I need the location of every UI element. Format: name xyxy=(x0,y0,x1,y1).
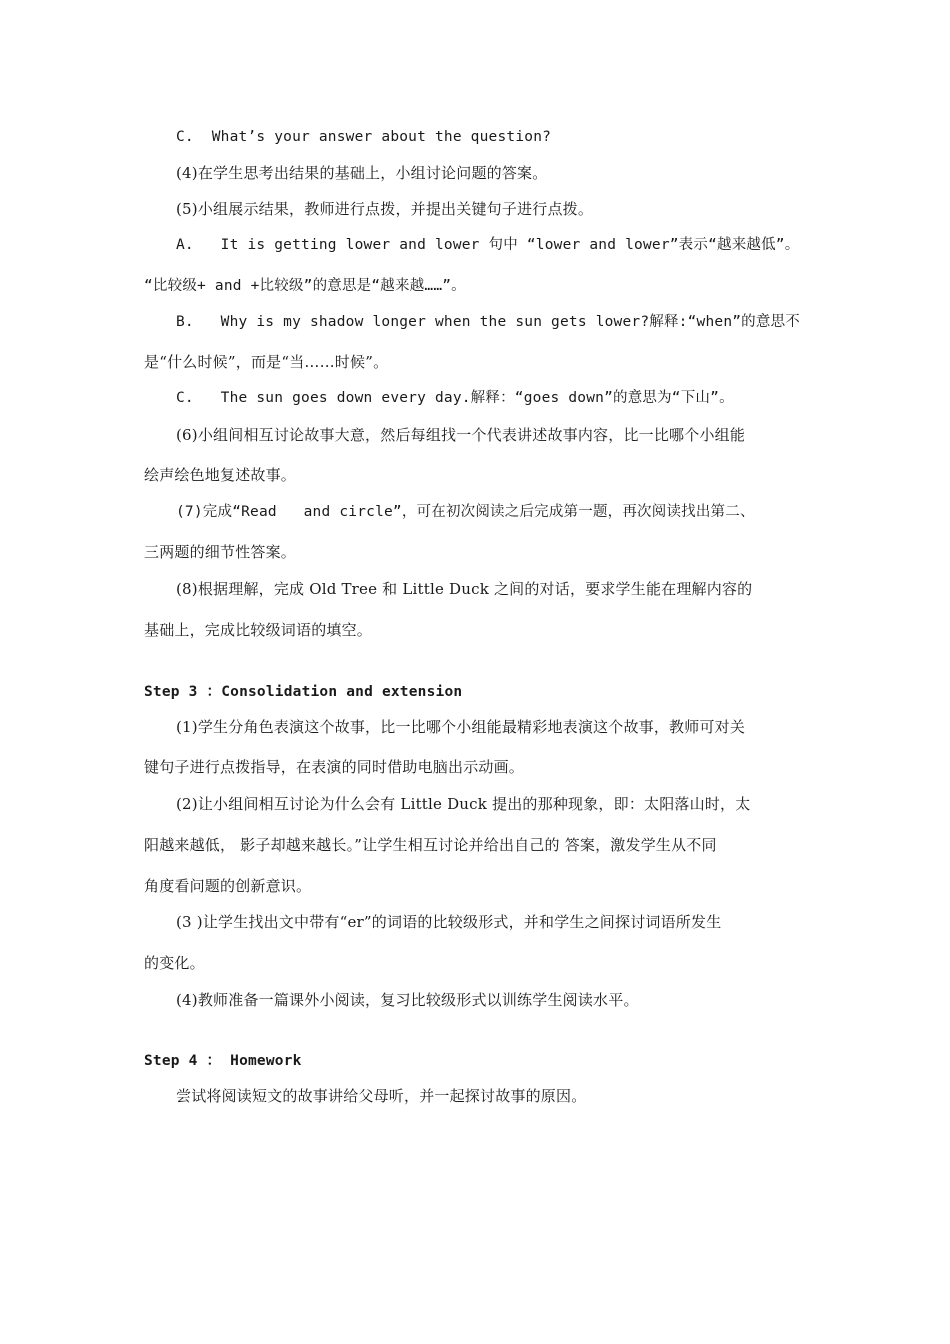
step3-item-2-line1: (2)让小组间相互讨论为什么会有 Little Duck 提出的那种现象，即：太阳落山时，太 xyxy=(176,795,751,813)
step3-item-1-line1: (1)学生分角色表演这个故事，比一比哪个小组能最精彩地表演这个故事，教师可对关 xyxy=(176,718,746,736)
step2-item-5: (5)小组展示结果，教师进行点拨，并提出关键句子进行点拨。 xyxy=(176,200,594,218)
step2-item-7-line1: (7)完成“Read and circle”，可在初次阅读之后完成第一题，再次阅读找出第二、 xyxy=(176,504,755,520)
step2-item-7-line2: 三两题的细节性答案。 xyxy=(144,543,297,561)
step2-item-4: (4)在学生思考出结果的基础上，小组讨论问题的答案。 xyxy=(176,164,548,182)
step2-item-8-line1: (8)根据理解，完成 Old Tree 和 Little Duck 之间的对话，要求学生能在理解内容的 xyxy=(176,580,753,598)
step2-item-6-line2: 绘声绘色地复述故事。 xyxy=(144,466,297,484)
step2-item-5-b-line1: B. Why is my shadow longer when the sun gets lower?解释:“when”的意思不 xyxy=(176,314,800,330)
step3-item-1-line2: 键句子进行点拨指导，在表演的同时借助电脑出示动画。 xyxy=(144,758,525,776)
step2-item-8-line2: 基础上，完成比较级词语的填空。 xyxy=(144,621,373,639)
step4-item: 尝试将阅读短文的故事讲给父母听，并一起探讨故事的原因。 xyxy=(176,1087,587,1105)
question-c-line: C. What’s your answer about the question? xyxy=(176,129,552,145)
step3-item-3-line1: (3 )让学生找出文中带有“er”的词语的比较级形式，并和学生之间探讨词语所发生 xyxy=(176,913,722,931)
step2-item-5-b-line2: 是“什么时候”，而是“当……时候”。 xyxy=(144,353,389,371)
step3-heading: Step 3 ：Consolidation and extension xyxy=(144,684,463,700)
step3-item-2-line2: 阳越来越低， 影子却越来越长。”让学生相互讨论并给出自己的 答案，激发学生从不同 xyxy=(144,836,717,854)
step3-item-3-line2: 的变化。 xyxy=(144,954,205,972)
step2-item-5-c: C. The sun goes down every day.解释：“goes down”的意思为“下山”。 xyxy=(176,390,734,406)
step3-item-2-line3: 角度看问题的创新意识。 xyxy=(144,877,312,895)
step3-item-4: (4)教师准备一篇课外小阅读，复习比较级形式以训练学生阅读水平。 xyxy=(176,991,639,1009)
step2-item-6-line1: (6)小组间相互讨论故事大意，然后每组找一个代表讲述故事内容，比一比哪个小组能 xyxy=(176,426,746,444)
step4-heading: Step 4 ： Homework xyxy=(144,1053,302,1069)
step2-item-5-a-line1: A. It is getting lower and lower 句中 “lower and lower”表示“越来越低”。 xyxy=(176,237,800,253)
step2-item-5-a-line2: “比较级+ and +比较级”的意思是“越来越……”。 xyxy=(144,278,466,294)
